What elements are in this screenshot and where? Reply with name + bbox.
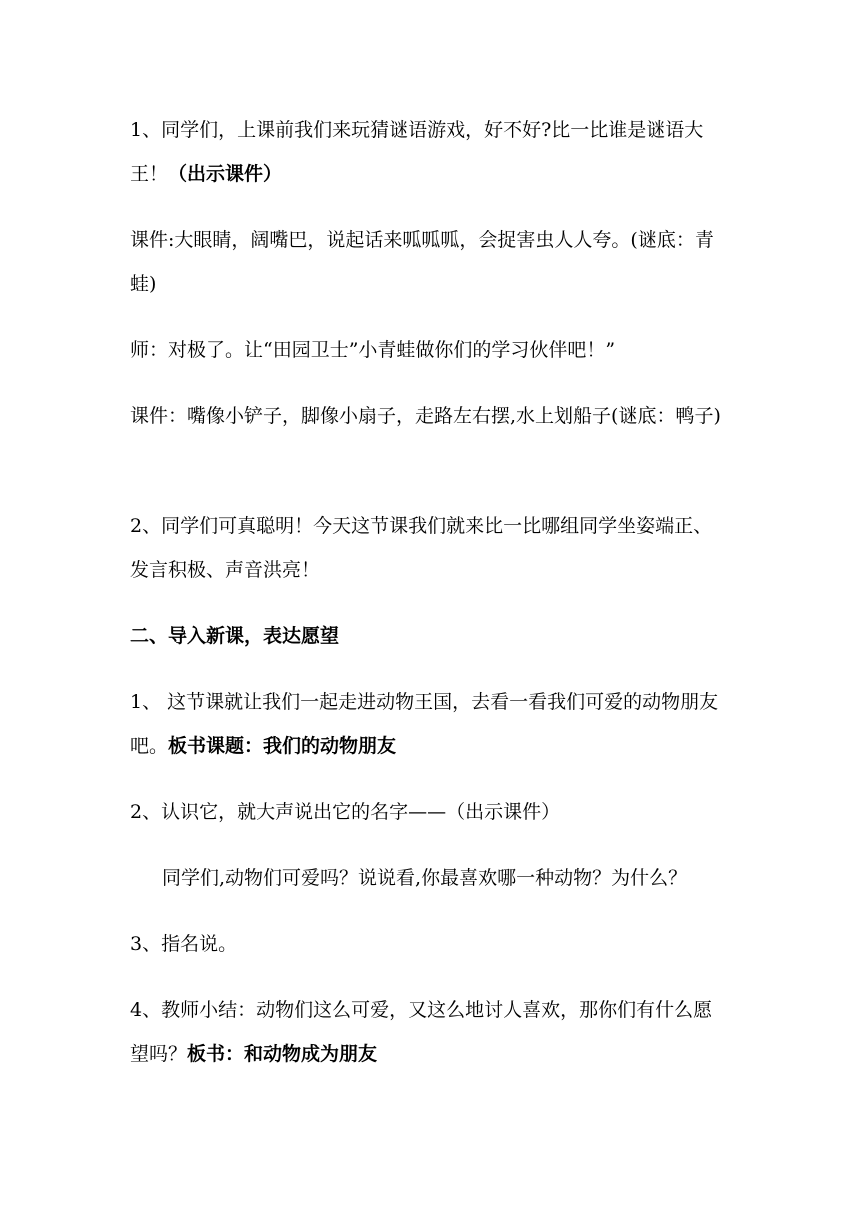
board-title-note: 板书课题：我们的动物朋友 xyxy=(168,735,397,757)
paragraph-riddle-duck: 课件：嘴像小铲子，脚像小扇子，走路左右摆,水上划船子(谜底：鸭子) xyxy=(130,405,721,427)
board-friends-note: 板书：和动物成为朋友 xyxy=(187,1043,378,1065)
paragraph-teacher-frog: 师：对极了。让“田园卫士”小青蛙做你们的学习伙伴吧！” xyxy=(130,339,616,361)
paragraph-smart-students: 2、同学们可真聪明！今天这节课我们就来比一比哪组同学坐姿端正、发言积极、声音洪亮！ xyxy=(130,515,713,581)
show-courseware-note: （出示课件） xyxy=(168,163,283,185)
paragraph-animal-kingdom xyxy=(130,680,730,768)
section-heading-2: 二、导入新课，表达愿望 xyxy=(130,625,340,647)
paragraph-teacher-summary xyxy=(130,988,730,1076)
paragraph-call-names: 3、指名说。 xyxy=(130,933,238,955)
paragraph-riddle-frog: 课件:大眼睛，阔嘴巴，说起话来呱呱呱，会捉害虫人人夸。(谜底：青蛙) xyxy=(130,229,714,295)
riddle-intro-text: 1、同学们，上课前我们来玩猜谜语游戏，好不好?比一比谁是谜语大王！ xyxy=(130,119,704,185)
paragraph-recognize: 2、认识它，就大声说出它的名字——（出示课件） xyxy=(130,801,561,823)
paragraph-riddle-intro xyxy=(130,108,730,196)
animal-kingdom-text: 1、 这节课就让我们一起走进动物王国，去看一看我们可爱的动物朋友吧。 xyxy=(130,691,719,757)
teacher-summary-text: 4、教师小结：动物们这么可爱，又这么地讨人喜欢，那你们有什么愿望吗？ xyxy=(130,999,713,1065)
paragraph-favorite-animal: 同学们,动物们可爱吗？说说看,你最喜欢哪一种动物？为什么？ xyxy=(162,867,688,889)
